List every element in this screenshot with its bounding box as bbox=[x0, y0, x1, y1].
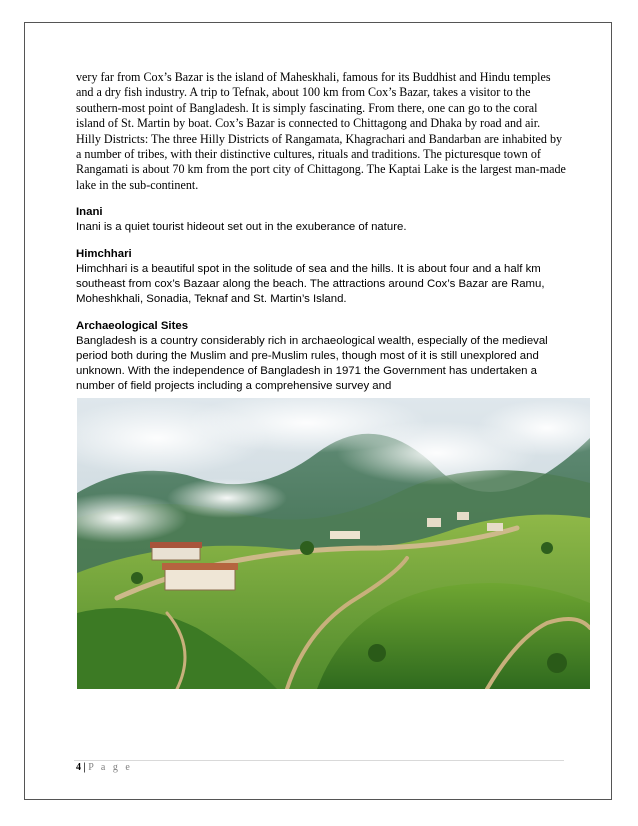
page-content bbox=[76, 70, 566, 394]
section-himchhari bbox=[76, 247, 566, 307]
intro-paragraph: very far from Cox’s Bazar is the island of Maheskhali, famous for its Buddhist and Hindu temples and a dry fish industry. A trip to Tefnak, about 100 km from Cox’s Bazar, takes a visitor to the southern-most point of Bangladesh. It is simply fascinating. From there, one can go to the coral island of St. Martin by boat. Cox’s Bazar is connected to Chittagong and Dhaka by road and air. Hilly Districts: The three Hilly Districts of Rangamata, Khagrachari and Bandarban are inhabited by a number of tribes, with their distinctive cultures, rituals and traditions. The picturesque town of Rangamati is about 70 km from the port city of Chittagong. The Kaptai Lake is the largest man-made lake in the sub-continent. bbox=[76, 70, 566, 192]
page-word: P a g e bbox=[88, 762, 133, 773]
hill-landscape-photo bbox=[77, 398, 590, 689]
section-inani bbox=[76, 205, 566, 235]
section-heading: Himchhari bbox=[76, 248, 132, 261]
footer-divider bbox=[74, 760, 564, 761]
section-body: Inani is a quiet tourist hideout set out in the exuberance of nature. bbox=[76, 221, 407, 234]
page-number: 4 bbox=[76, 762, 81, 773]
hill-landscape-illustration bbox=[77, 398, 590, 689]
footer-separator: | bbox=[81, 762, 89, 773]
section-heading: Archaeological Sites bbox=[76, 320, 189, 333]
section-archaeological-sites bbox=[76, 319, 566, 394]
page-footer bbox=[76, 762, 132, 774]
section-body: Himchhari is a beautiful spot in the solitude of sea and the hills. It is about four and a half km southeast from cox’s Bazaar along the beach. The attractions around Cox’s Bazar are Ramu, Moheshkhali, Sonadia, Teknaf and St. Martin’s Island. bbox=[76, 263, 545, 306]
section-body: Bangladesh is a country considerably rich in archaeological wealth, especially of the medieval period both during the Muslim and pre-Muslim rules, though most of it is still unexplored and unknown. With the independence of Bangladesh in 1971 the Government has undertaken a number of field projects including a comprehensive survey and bbox=[76, 335, 548, 393]
section-heading: Inani bbox=[76, 206, 103, 219]
